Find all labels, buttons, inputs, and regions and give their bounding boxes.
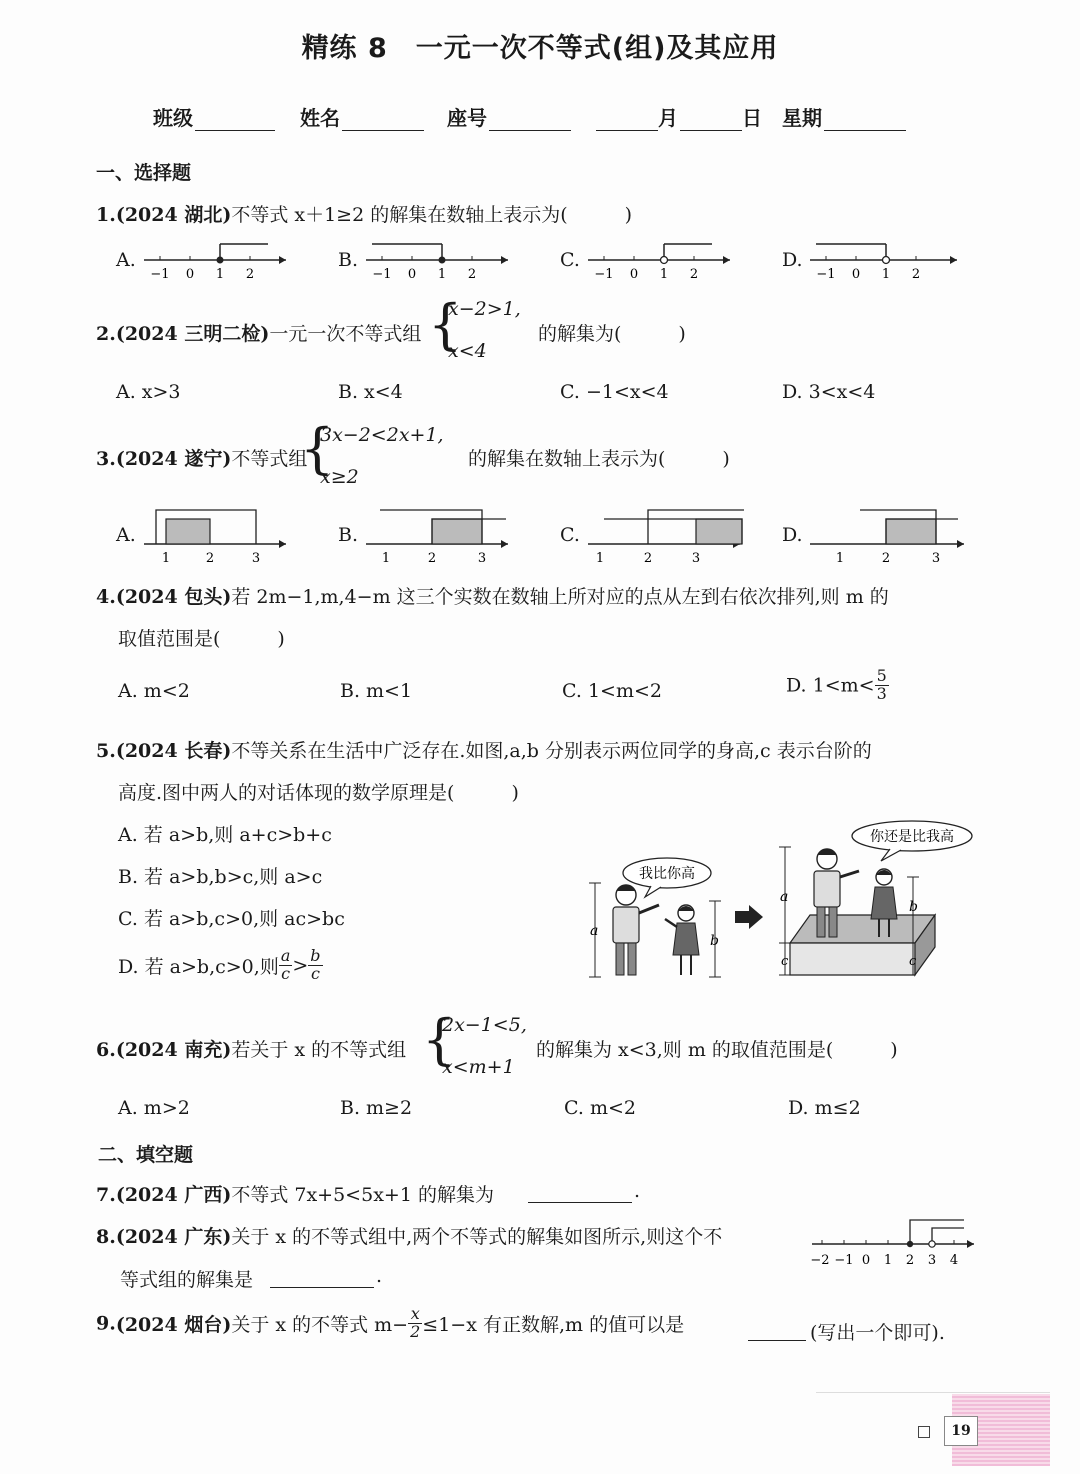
question-6: 6.(2024 南充)若关于 x 的不等式组 [96,1039,407,1061]
q6-option-a[interactable]: A. m>2 [118,1097,190,1119]
tick-label: 2 [643,551,653,566]
tick-label: 1 [161,551,171,566]
q1-option-b[interactable]: B. [338,249,359,271]
weekday-field[interactable]: 星期 [782,102,906,131]
tick-label: 0 [851,267,861,282]
brace-icon: { [422,1008,457,1071]
question-8: 8.(2024 广东)关于 x 的不等式组中,两个不等式的解集如图所示,则这个不 [96,1226,723,1248]
q6-stem-end: 的解集为 x<3,则 m 的取值范围是( ) [536,1039,898,1061]
question-9: 9.(2024 烟台)关于 x 的不等式 m− $\frac{x}{2}$ ≤1−x 有正数解,m 的值可以是 [96,1304,685,1341]
q7-answer-blank[interactable] [528,1182,632,1203]
brace-icon: { [428,293,463,356]
q5-option-b[interactable]: B. 若 a>b,b>c,则 a>c [118,866,323,888]
arrow-right-icon [735,905,763,929]
tick-label: 0 [629,267,639,282]
q8-number-line [808,1212,978,1272]
q3-option-b[interactable]: B. [338,524,359,546]
tick-label: 1 [215,267,225,282]
q2-system-line-1: x−2>1, [448,298,521,320]
tick-label: −1 [834,1253,854,1268]
q3-option-d[interactable]: D. [782,524,803,546]
page-number: 19 [944,1416,978,1446]
q1-number-line-c [584,236,734,286]
section-fill: 二、填空题 [98,1144,194,1166]
q1-number-line-d [806,236,961,286]
q5-option-c[interactable]: C. 若 a>b,c>0,则 ac>bc [118,908,345,930]
question-5: 5.(2024 长春)不等关系在生活中广泛存在.如图,a,b 分别表示两位同学的身高,c 表示台阶的 [96,740,872,762]
label-c: c [909,954,917,969]
name-field[interactable]: 姓名 [300,102,424,131]
q3-number-line-a [140,502,290,566]
q1-option-c[interactable]: C. [560,249,580,271]
date-field[interactable]: 月 日 [594,102,762,131]
tick-label: −1 [372,267,392,282]
tick-label: 3 [927,1253,937,1268]
tick-label: 2 [911,267,921,282]
q6-option-d[interactable]: D. m≤2 [788,1097,861,1119]
tick-label: 2 [905,1253,915,1268]
q3-stem-end: 的解集在数轴上表示为( ) [468,448,730,470]
q6-option-c[interactable]: C. m<2 [564,1097,636,1119]
tick-label: 1 [437,267,447,282]
q2-option-d[interactable]: D. 3<x<4 [782,381,876,403]
q4-option-a[interactable]: A. m<2 [118,680,190,702]
tick-label: 0 [407,267,417,282]
page-title: 精练 8 一元一次不等式(组)及其应用 [301,33,779,64]
question-4-line-2: 取值范围是( ) [118,628,285,650]
tick-label: −1 [150,267,170,282]
question-5-line-2: 高度.图中两人的对话体现的数学原理是( ) [118,782,519,804]
q5-option-a[interactable]: A. 若 a>b,则 a+c>b+c [118,824,332,846]
tick-label: 1 [883,1253,893,1268]
tick-label: 2 [689,267,699,282]
tick-label: 0 [185,267,195,282]
seat-field[interactable]: 座号 [447,102,571,131]
tick-label: 2 [467,267,477,282]
q2-system-line-2: x<4 [448,340,487,362]
q2-option-c[interactable]: C. −1<x<4 [560,381,669,403]
q2-option-a[interactable]: A. x>3 [116,381,181,403]
question-1: 1.(2024 湖北)不等式 x＋1≥2 的解集在数轴上表示为( ) [96,204,633,226]
q3-system-line-1: 3x−2<2x+1, [320,424,444,446]
q1-number-line-b [362,236,512,286]
question-8-line-2: 等式组的解集是 [120,1269,254,1291]
tick-label: 1 [381,551,391,566]
q9-stem-end: (写出一个即可). [810,1322,945,1344]
q9-answer-blank[interactable] [748,1320,806,1341]
question-2: 2.(2024 三明二检)一元一次不等式组 [96,323,422,345]
brace-icon: { [300,417,335,480]
q8-answer-blank[interactable] [270,1267,374,1288]
label-b: b [909,899,918,915]
q3-system-line-2: x≥2 [320,466,359,488]
tick-label: 4 [949,1253,959,1268]
speech-bubble-1: 我比你高 [639,866,695,882]
tick-label: −1 [816,267,836,282]
label-b: b [710,933,719,949]
q3-number-line-c [584,502,744,566]
tick-label: 3 [477,551,487,566]
tick-label: 3 [691,551,701,566]
q2-option-b[interactable]: B. x<4 [338,381,403,403]
class-field[interactable]: 班级 [153,102,275,131]
q5-option-d[interactable]: D. 若 a>b,c>0,则 $\frac{a}{c}$ > $\frac{b}{c}$ [118,946,321,983]
q6-option-b[interactable]: B. m≥2 [340,1097,413,1119]
tick-label: 0 [861,1253,871,1268]
q4-option-b[interactable]: B. m<1 [340,680,413,702]
question-3: 3.(2024 遂宁)不等式组 [96,448,308,470]
section-choice: 一、选择题 [96,162,192,184]
q3-option-c[interactable]: C. [560,524,580,546]
tick-label: 1 [659,267,669,282]
tick-label: 3 [931,551,941,566]
tick-label: 2 [245,267,255,282]
q1-option-a[interactable]: A. [116,249,136,271]
q3-number-line-d [806,502,966,566]
label-a: a [780,889,789,905]
q8-period: . [376,1265,383,1287]
question-7: 7.(2024 广西)不等式 7x+5<5x+1 的解集为 [96,1184,494,1206]
tick-label: 1 [881,267,891,282]
tick-label: 2 [427,551,437,566]
q3-number-line-b [362,502,512,566]
q6-system-line-1: 2x−1<5, [442,1014,527,1036]
q1-number-line-a [140,236,290,286]
q4-option-d[interactable]: D. 1<m< $\frac{5}{3}$ [786,666,887,703]
footer-rule [816,1392,1050,1393]
q1-option-d[interactable]: D. [782,249,803,271]
q2-stem-end: 的解集为( ) [538,323,686,345]
speech-bubble-2: 你还是比我高 [870,829,954,845]
question-4: 4.(2024 包头)若 2m−1,m,4−m 这三个实数在数轴上所对应的点从左到右依次排列,则 m 的 [96,586,889,608]
tick-label: 2 [205,551,215,566]
checkbox-icon [918,1426,930,1438]
tick-label: 1 [835,551,845,566]
tick-label: −2 [810,1253,830,1268]
q6-system-line-2: x<m+1 [442,1056,515,1078]
q7-period: . [634,1180,641,1202]
tick-label: −1 [594,267,614,282]
label-a: a [590,923,599,939]
q4-option-c[interactable]: C. 1<m<2 [562,680,662,702]
tick-label: 1 [595,551,605,566]
q3-option-a[interactable]: A. [116,524,136,546]
q5-illustration [585,815,985,987]
tick-label: 3 [251,551,261,566]
tick-label: 2 [881,551,891,566]
label-c: c [781,954,789,969]
